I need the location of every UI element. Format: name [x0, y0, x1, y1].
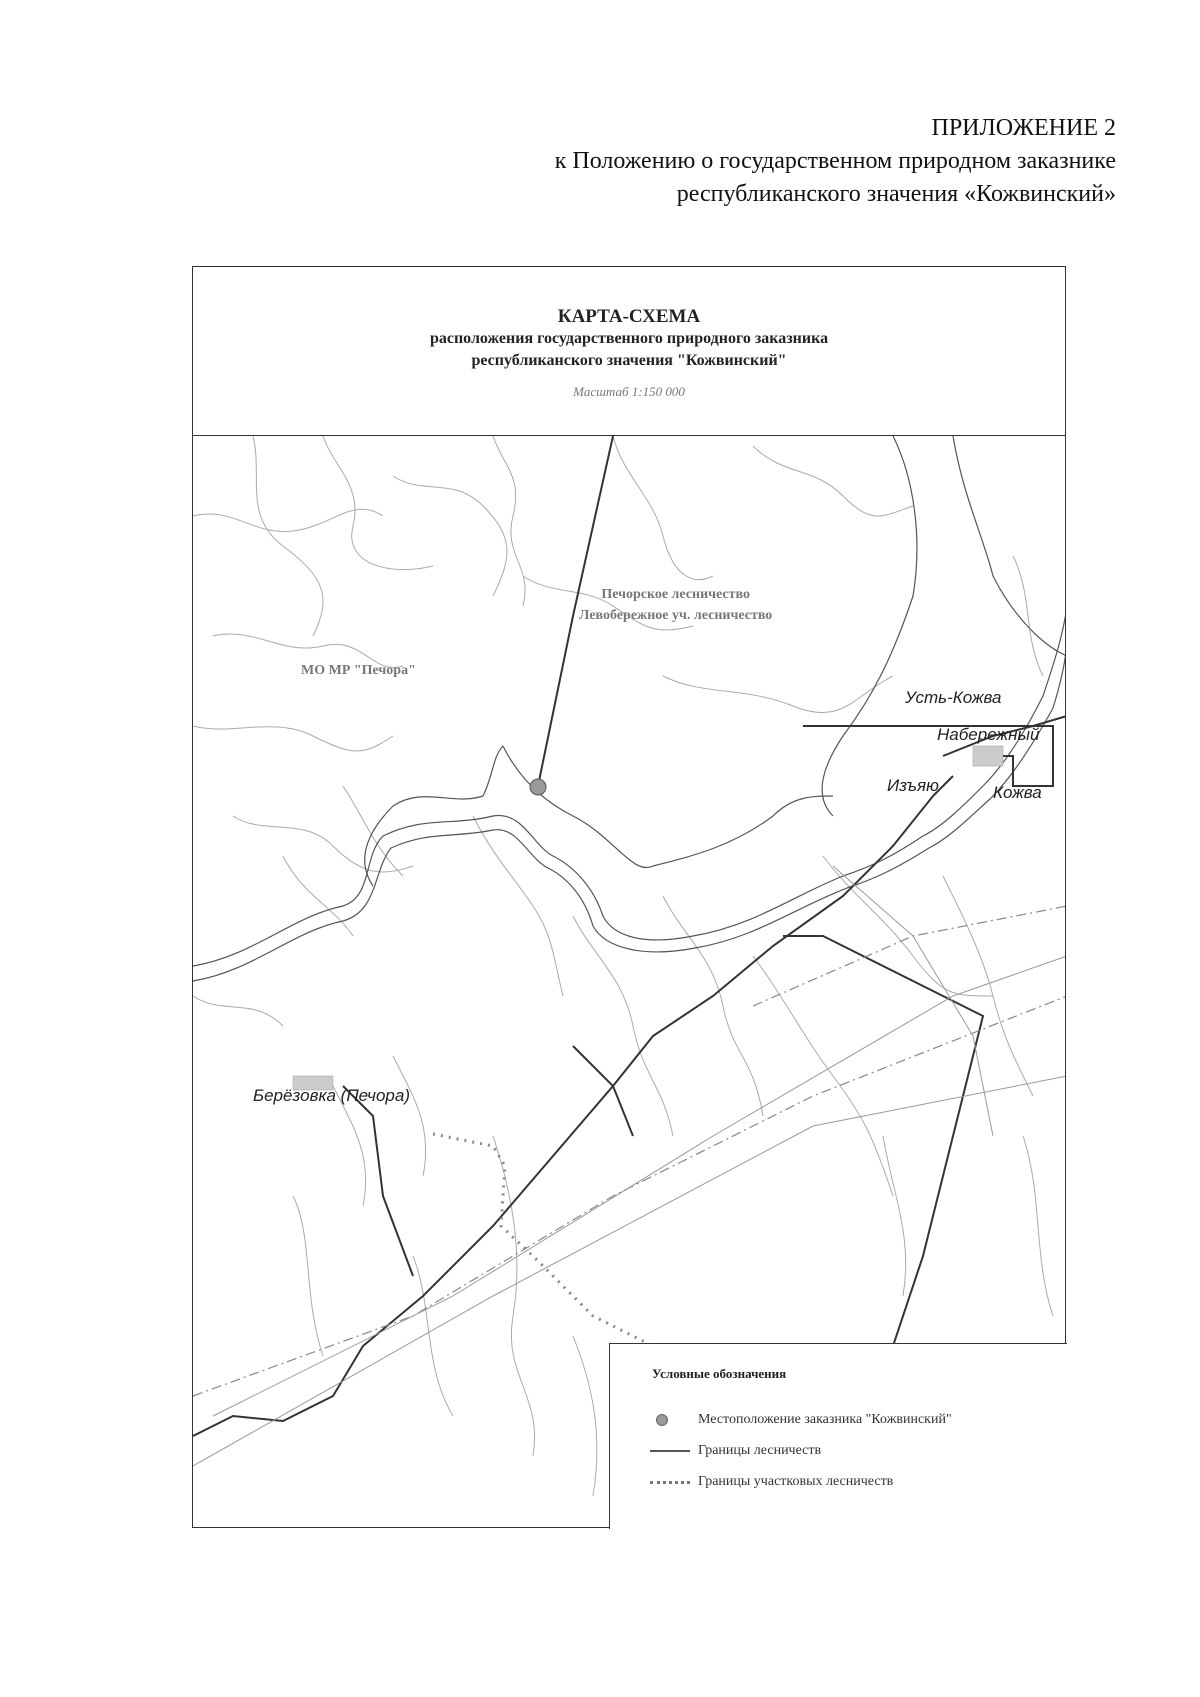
- stream: [663, 896, 763, 1116]
- map-frame: [192, 266, 1066, 1528]
- legend-item-label: Местоположение заказника "Кожвинский": [698, 1412, 952, 1427]
- stream: [293, 1196, 323, 1356]
- map-title-box: [193, 267, 1065, 436]
- legend-title: Условные обозначения: [652, 1366, 787, 1381]
- stream: [283, 856, 353, 936]
- stream: [493, 436, 525, 606]
- label-naberezhny: Набережный: [937, 725, 1040, 744]
- railway-line: [753, 906, 1065, 1006]
- stream: [753, 956, 893, 1196]
- river-kozhva: [365, 746, 503, 886]
- stream: [393, 1056, 426, 1176]
- stream: [1023, 1136, 1053, 1316]
- map-subtitle-line2: республиканского значения "Кожвинский": [471, 352, 787, 369]
- stream: [613, 436, 713, 580]
- stream: [943, 876, 1033, 1096]
- appendix-subtitle-line2: республиканского значения «Кожвинский»: [676, 181, 1116, 207]
- stream: [253, 436, 323, 636]
- appendix-subtitle-line1: к Положению о государственном природном заказнике: [554, 148, 1116, 174]
- label-ust-kozhva: Усть-Кожва: [905, 688, 1002, 707]
- label-izyayu: Изъяю: [887, 776, 939, 795]
- location-dot-icon: [650, 1410, 698, 1430]
- stream: [573, 916, 673, 1136]
- document-header: [555, 112, 1116, 211]
- map-legend: [609, 1343, 1067, 1529]
- appendix-number: ПРИЛОЖЕНИЕ 2: [931, 115, 1116, 141]
- reserve-location-marker: [530, 779, 546, 795]
- legend-item-label: Границы лесничеств: [698, 1443, 822, 1458]
- solid-line-icon: [650, 1441, 698, 1461]
- stream: [193, 726, 393, 751]
- label-berezovka: Берёзовка (Печора): [253, 1086, 410, 1105]
- river-kozhva-2: [503, 746, 833, 868]
- stream: [573, 1336, 597, 1496]
- legend-item: [650, 1441, 821, 1461]
- legend-item-label: Границы участковых лесничеств: [698, 1474, 894, 1489]
- dotted-line-icon: [650, 1472, 698, 1492]
- label-forestry-name: Печорское лесничество: [601, 587, 750, 602]
- label-forestry-district: [579, 584, 772, 626]
- railway-line: [193, 996, 1065, 1396]
- stream: [1013, 556, 1043, 676]
- stream: [413, 1256, 453, 1416]
- stream: [393, 476, 507, 596]
- forestry-boundary: [343, 1086, 413, 1276]
- label-municipality: МО МР "Печора": [301, 663, 416, 678]
- stream: [233, 816, 413, 872]
- river-right-2: [953, 436, 1065, 656]
- stream: [753, 446, 913, 516]
- stream: [663, 676, 893, 713]
- stream: [473, 816, 563, 996]
- stream: [883, 1136, 906, 1296]
- map-title: КАРТА-СХЕМА: [557, 306, 701, 327]
- label-kozhva: Кожва: [993, 783, 1042, 802]
- settlement-area: [973, 746, 1003, 766]
- map-scale: Масштаб 1:150 000: [573, 384, 685, 399]
- legend-item: [650, 1410, 952, 1430]
- stream: [193, 996, 283, 1026]
- river-right: [822, 436, 917, 816]
- legend-item: [650, 1472, 893, 1492]
- stream: [323, 436, 433, 570]
- map-subtitle-line1: расположения государственного природного заказника: [429, 330, 829, 347]
- label-subforestry-name: Левобережное уч. лесничество: [579, 608, 773, 623]
